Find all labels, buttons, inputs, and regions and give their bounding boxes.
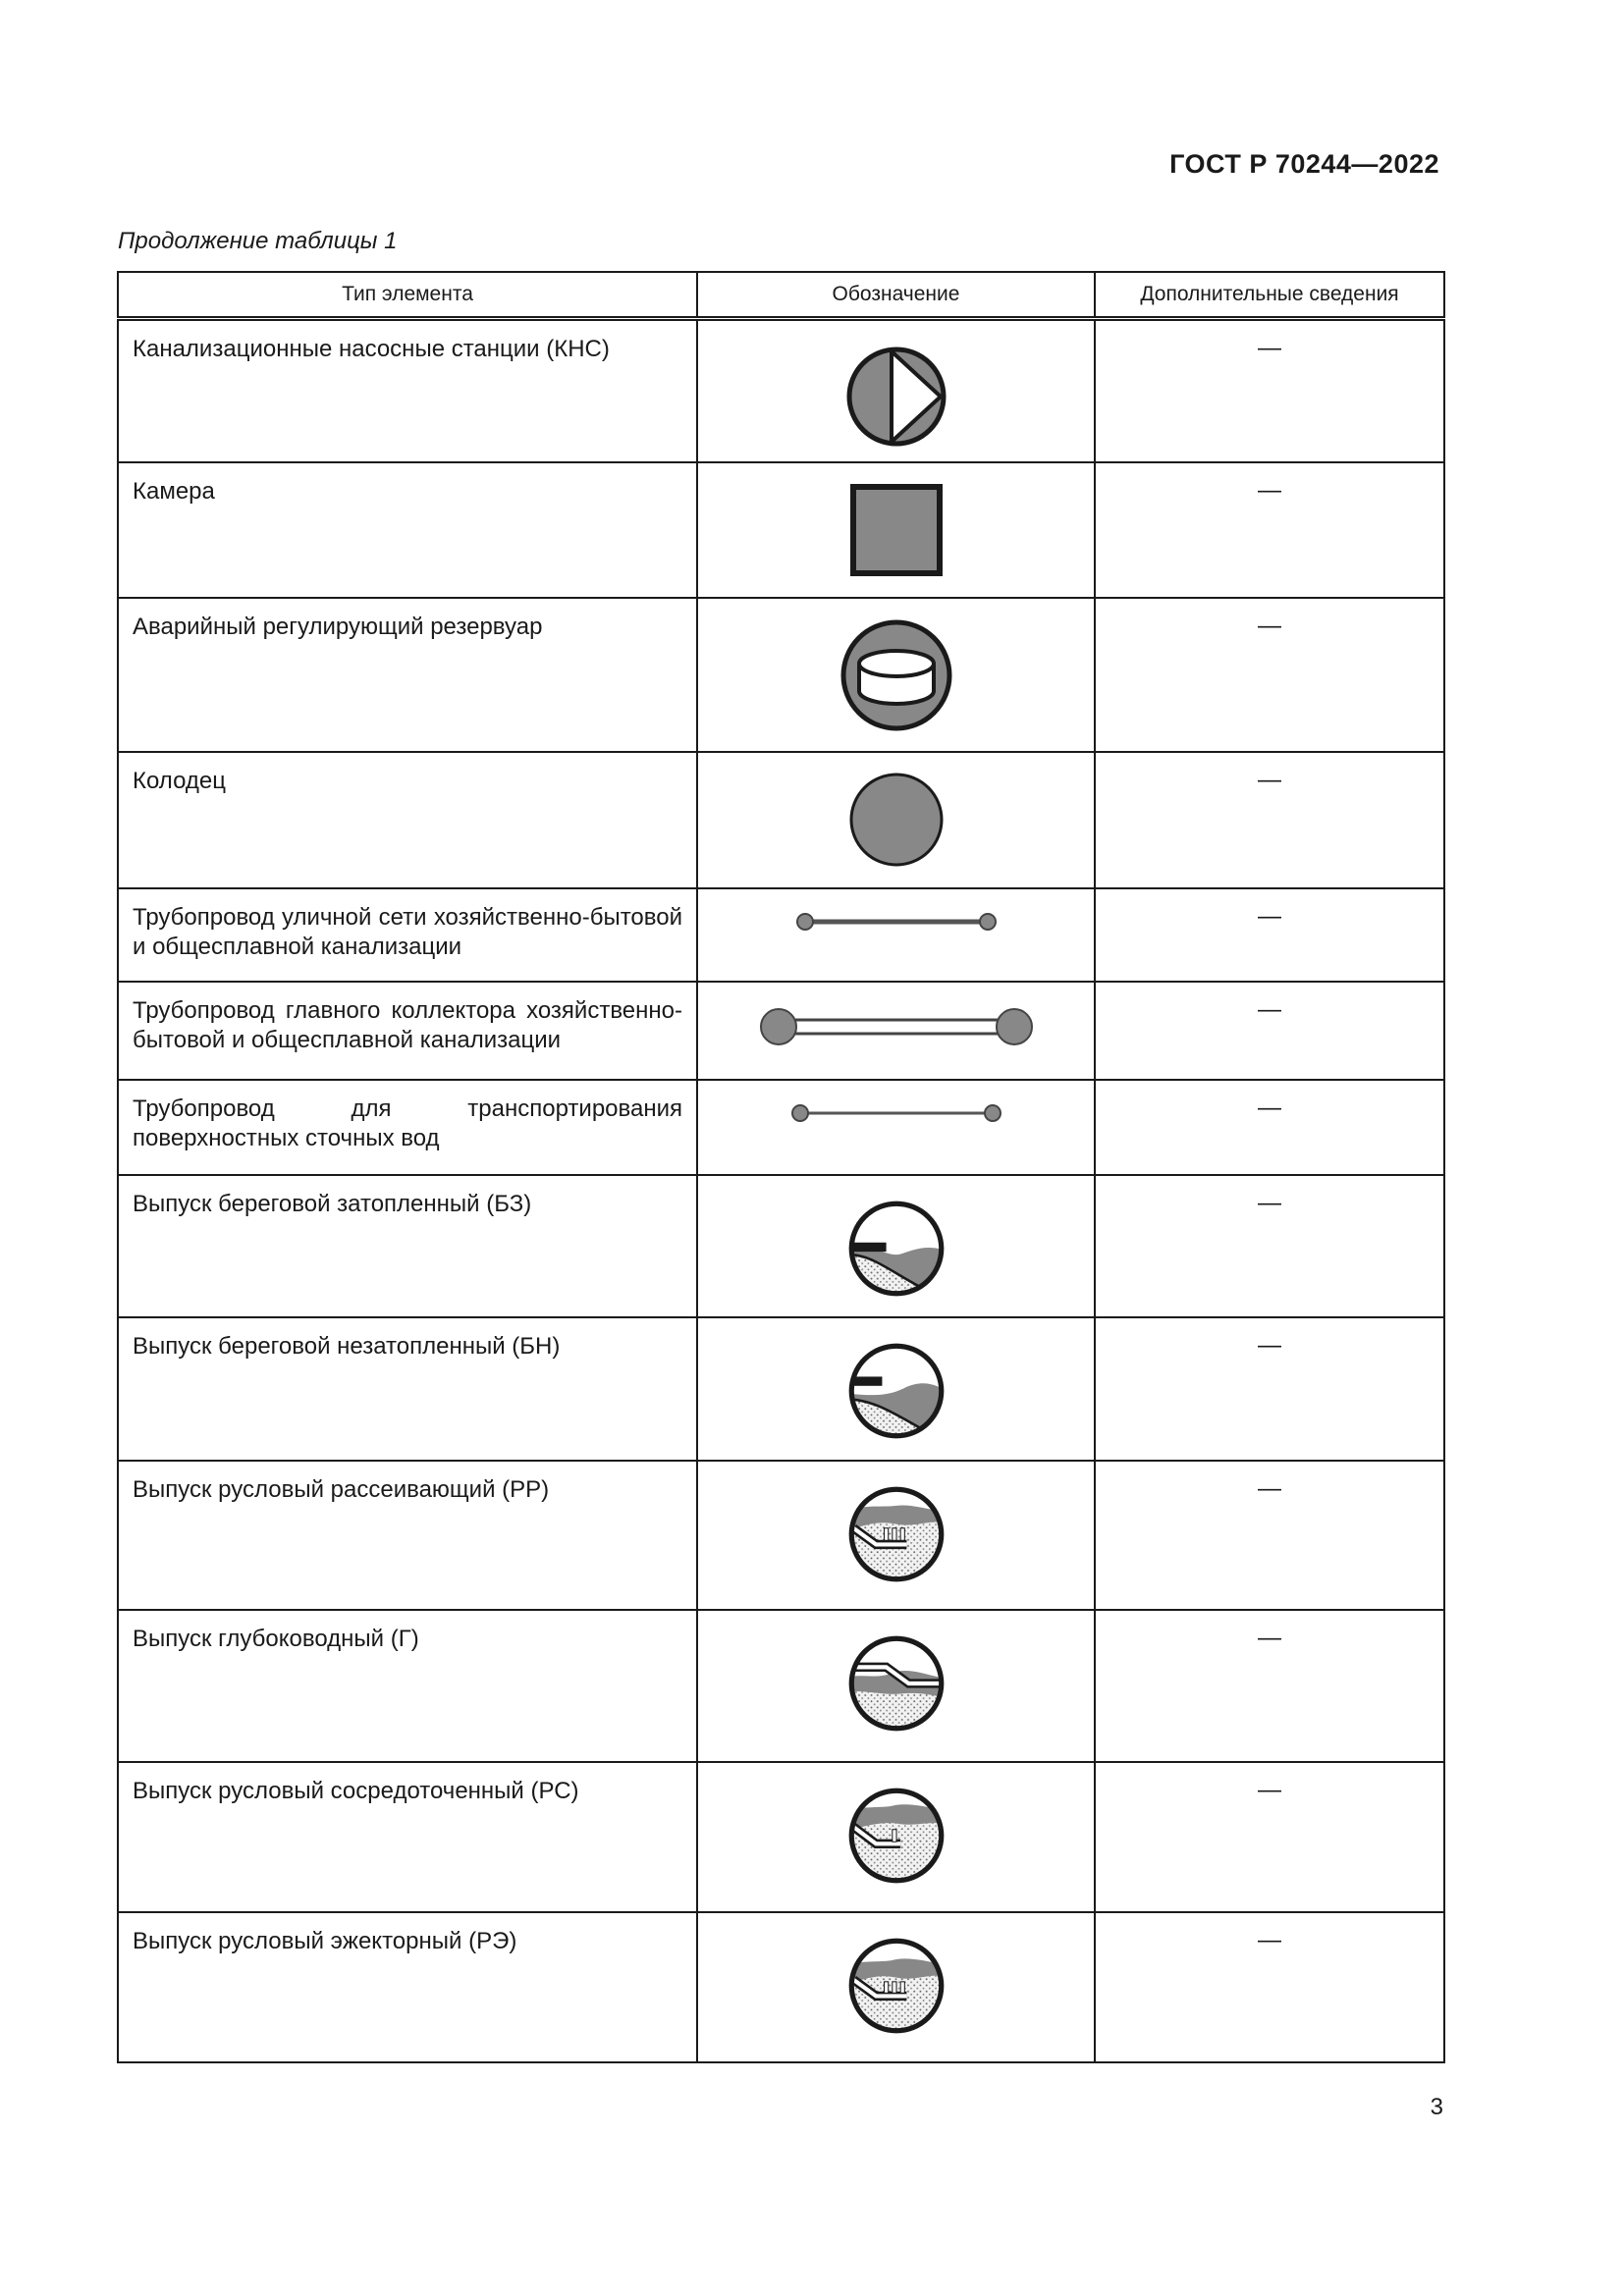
well-icon: [847, 771, 946, 869]
table-row: [118, 1912, 1444, 2062]
element-type: Трубопровод главного коллектора хозяйственно-бытовой и общесплавной канализации: [118, 982, 697, 1080]
symbol-cell: [697, 888, 1095, 982]
element-type: Аварийный регулирующий резервуар: [118, 598, 697, 752]
element-type: Выпуск глубоководный (Г): [118, 1610, 697, 1762]
symbol-cell: [697, 1317, 1095, 1461]
symbol-cell: [697, 462, 1095, 598]
symbol-cell: [697, 1175, 1095, 1317]
table-caption: Продолжение таблицы 1: [118, 228, 398, 254]
channel-outlet-dispersing-icon: [845, 1483, 947, 1585]
additional-info: —: [1095, 462, 1444, 598]
column-header-type: Тип элемента: [118, 272, 697, 319]
symbol-cell: [697, 1912, 1095, 2062]
shore-outlet-submerged-icon: [845, 1198, 947, 1300]
table-row: [118, 1317, 1444, 1461]
additional-info: —: [1095, 752, 1444, 888]
standard-number: ГОСТ Р 70244—2022: [1169, 149, 1439, 179]
element-type: Трубопровод уличной сети хозяйственно-бытовой и общесплавной канализации: [118, 888, 697, 982]
symbol-cell: [697, 319, 1095, 462]
symbols-table: [117, 271, 1445, 2063]
column-header-info: Дополнительные сведения: [1095, 272, 1444, 319]
channel-outlet-ejector-icon: [845, 1935, 947, 2037]
table-row: [118, 982, 1444, 1080]
chamber-icon: [849, 483, 944, 577]
table-row: [118, 1175, 1444, 1317]
table-row: [118, 1610, 1444, 1762]
symbol-cell: [697, 1461, 1095, 1610]
symbol-cell: [697, 1080, 1095, 1175]
pump-station-icon: [842, 343, 950, 451]
symbol-cell: [697, 598, 1095, 752]
table-row: [118, 319, 1444, 462]
deepwater-outlet-icon: [845, 1632, 947, 1735]
symbol-cell: [697, 1762, 1095, 1912]
page-number: 3: [1430, 2094, 1443, 2120]
additional-info: —: [1095, 1461, 1444, 1610]
element-type: Выпуск русловый рассеивающий (РР): [118, 1461, 697, 1610]
element-type: Камера: [118, 462, 697, 598]
element-type: Выпуск русловый сосредоточенный (РС): [118, 1762, 697, 1912]
element-type: Выпуск береговой незатопленный (БН): [118, 1317, 697, 1461]
element-type: Канализационные насосные станции (КНС): [118, 319, 697, 462]
table-row: [118, 888, 1444, 982]
symbol-cell: [697, 982, 1095, 1080]
table-row: [118, 1080, 1444, 1175]
column-header-symbol: Обозначение: [697, 272, 1095, 319]
additional-info: —: [1095, 1610, 1444, 1762]
main-collector-pipeline-icon: [759, 1002, 1034, 1051]
element-type: Трубопровод для транспортирования поверхностных сточных вод: [118, 1080, 697, 1175]
table-row: [118, 598, 1444, 752]
symbol-cell: [697, 1610, 1095, 1762]
shore-outlet-unsubmerged-icon: [845, 1340, 947, 1442]
additional-info: —: [1095, 598, 1444, 752]
additional-info: —: [1095, 1175, 1444, 1317]
additional-info: —: [1095, 888, 1444, 982]
table-row: [118, 752, 1444, 888]
symbol-cell: [697, 752, 1095, 888]
reservoir-icon: [838, 616, 955, 734]
table-row: [118, 1762, 1444, 1912]
table-header-row: [118, 272, 1444, 319]
additional-info: —: [1095, 1317, 1444, 1461]
additional-info: —: [1095, 1912, 1444, 2062]
table-row: [118, 1461, 1444, 1610]
additional-info: —: [1095, 1080, 1444, 1175]
additional-info: —: [1095, 1762, 1444, 1912]
table-row: [118, 462, 1444, 598]
additional-info: —: [1095, 982, 1444, 1080]
channel-outlet-concentrated-icon: [845, 1785, 947, 1887]
surface-water-pipeline-icon: [788, 1098, 1004, 1128]
element-type: Выпуск береговой затопленный (БЗ): [118, 1175, 697, 1317]
street-pipeline-icon: [793, 907, 1000, 936]
additional-info: —: [1095, 319, 1444, 462]
element-type: Выпуск русловый эжекторный (РЭ): [118, 1912, 697, 2062]
element-type: Колодец: [118, 752, 697, 888]
